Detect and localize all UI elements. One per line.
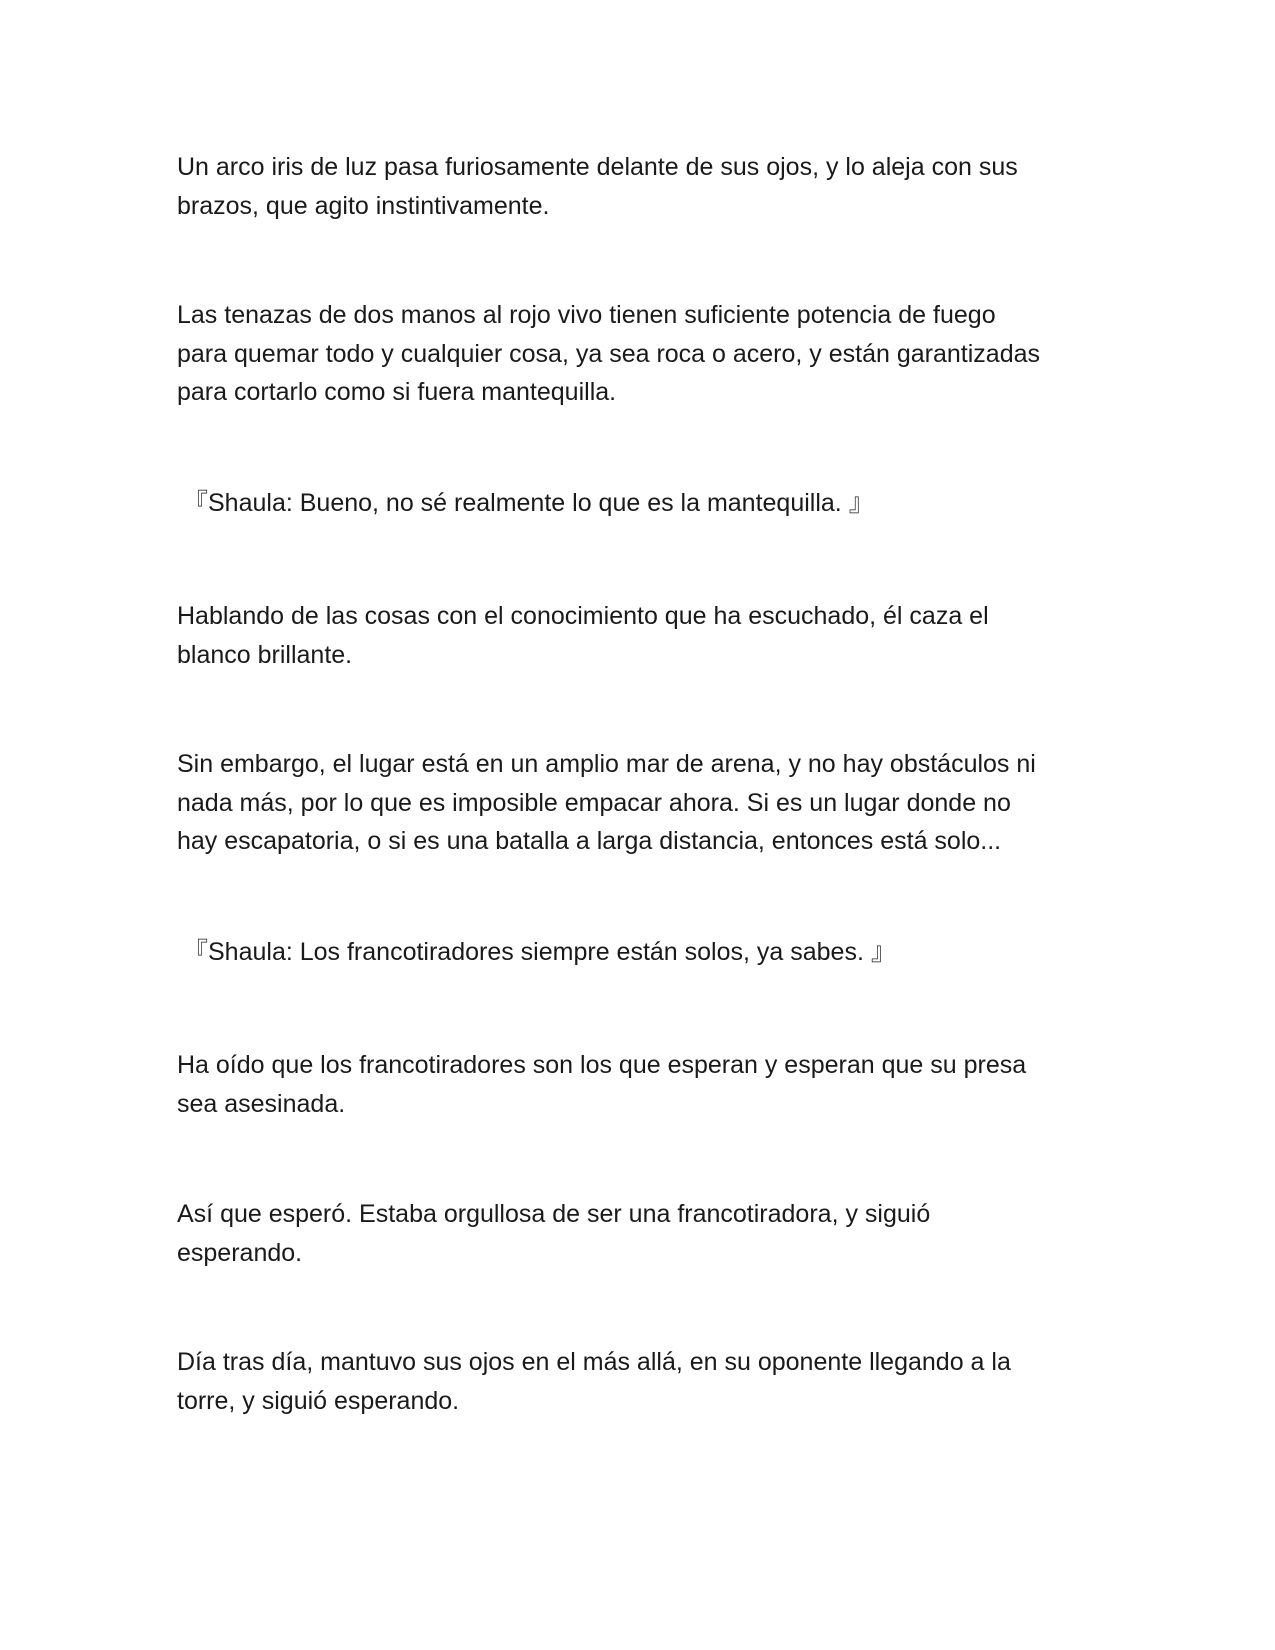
- paragraph-4: [177, 745, 1097, 861]
- dialogue-line-1: [183, 484, 1083, 523]
- paragraph-line: Hablando de las cosas con el conocimiento que ha escuchado, él caza el: [177, 602, 989, 630]
- paragraph-line: blanco brillante.: [177, 640, 353, 669]
- paragraph-5: [177, 1046, 1097, 1123]
- paragraph-line: sea asesinada.: [177, 1089, 346, 1118]
- paragraph-7: [177, 1343, 1097, 1420]
- dialogue-text: 『Shaula: Bueno, no sé realmente lo que es la mantequilla. 』: [183, 489, 874, 517]
- paragraph-line: nada más, por lo que es imposible empacar ahora. Si es un lugar donde no: [177, 788, 1011, 817]
- paragraph-2: [177, 296, 1097, 412]
- paragraph-1: [177, 148, 1097, 225]
- paragraph-line: brazos, que agito instintivamente.: [177, 191, 550, 220]
- paragraph-3: [177, 597, 1097, 674]
- paragraph-line: para cortarlo como si fuera mantequilla.: [177, 378, 617, 406]
- paragraph-line: Las tenazas de dos manos al rojo vivo tienen suficiente potencia de fuego: [177, 301, 996, 329]
- paragraph-line: Día tras día, mantuvo sus ojos en el más allá, en su oponente llegando a la: [177, 1348, 1011, 1376]
- paragraph-line: Sin embargo, el lugar está en un amplio mar de arena, y no hay obstáculos ni: [177, 750, 1036, 778]
- paragraph-line: para quemar todo y cualquier cosa, ya sea roca o acero, y están garantizadas: [177, 339, 1041, 368]
- paragraph-line: Así que esperó. Estaba orgullosa de ser una francotiradora, y siguió: [177, 1200, 931, 1228]
- dialogue-text: 『Shaula: Los francotiradores siempre están solos, ya sabes. 』: [183, 938, 896, 966]
- paragraph-line: Un arco iris de luz pasa furiosamente delante de sus ojos, y lo aleja con sus: [177, 153, 1018, 181]
- paragraph-line: hay escapatoria, o si es una batalla a larga distancia, entonces está solo...: [177, 827, 1002, 855]
- paragraph-line: torre, y siguió esperando.: [177, 1386, 460, 1415]
- paragraph-line: esperando.: [177, 1238, 303, 1267]
- dialogue-line-2: [183, 933, 1083, 972]
- paragraph-6: [177, 1195, 1097, 1272]
- paragraph-line: Ha oído que los francotiradores son los que esperan y esperan que su presa: [177, 1051, 1027, 1079]
